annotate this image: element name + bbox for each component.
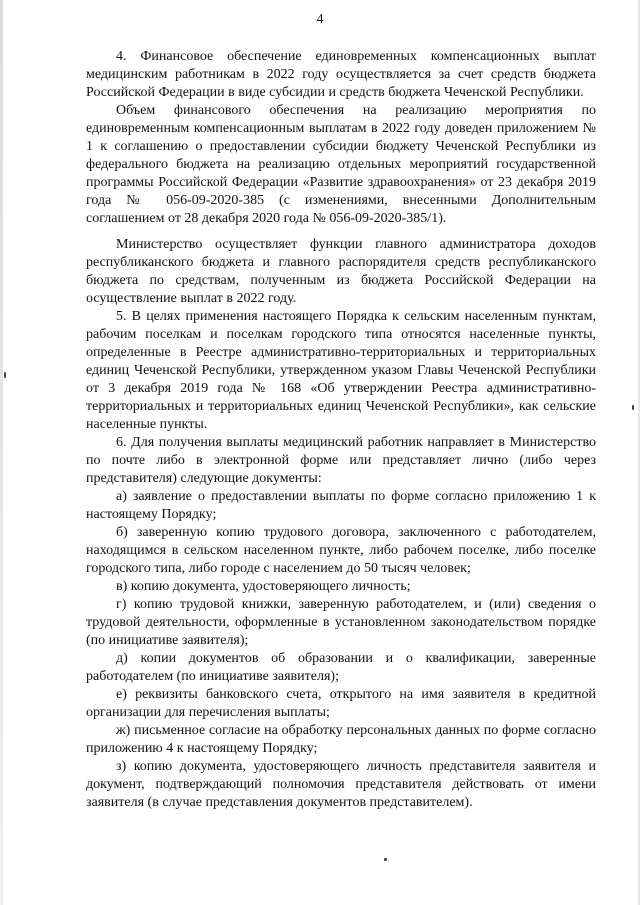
list-item-g: г) копию трудовой книжки, заверенную работодателем, и (или) сведения о трудовой деятельности, оформленные в установленном законодательством порядке (по инициативе заявителя); xyxy=(86,597,596,648)
scan-speck xyxy=(632,405,634,410)
paragraph-4-funding: 4. Финансовое обеспечение единовременных компенсационных выплат медицинским работникам в 2022 году осуществляется за счет средств бюджета Российской Федерации в виде субсидии и средств бюджета Чеченской Республики. xyxy=(86,49,596,100)
list-item-v: в) копию документа, удостоверяющего личность; xyxy=(116,579,411,594)
scan-edge-left xyxy=(0,0,3,905)
list-item-z: з) копию документа, удостоверяющего личность представителя заявителя и документ, подтверждающий полномочия представителя действовать от имени заявителя (в случае представления документов представителем). xyxy=(86,759,596,810)
list-item-zh: ж) письменное согласие на обработку персональных данных по форме согласно приложению 4 к настоящему Порядку; xyxy=(86,723,596,756)
paragraph-6-documents: 6. Для получения выплаты медицинский работник направляет в Министерство по почте либо в электронной форме или представляет лично (либо через представителя) следующие документы: xyxy=(86,435,596,486)
list-item-a: а) заявление о предоставлении выплаты по форме согласно приложению 1 к настоящему Порядку; xyxy=(86,489,596,522)
list-item-e: е) реквизиты банковского счета, открытого на имя заявителя в кредитной организации для перечисления выплаты; xyxy=(86,687,596,720)
list-item-b: б) заверенную копию трудового договора, заключенного с работодателем, находящимся в сельском населенном пункте, либо рабочем поселке, либо поселке городского типа, либо городе с населением до 50 тысяч человек; xyxy=(86,525,596,576)
list-item-d: д) копии документов об образовании и о квалификации, заверенные работодателем (по инициативе заявителя); xyxy=(86,651,596,684)
document-body xyxy=(86,40,596,812)
paragraph-funding-volume: Объем финансового обеспечения на реализацию мероприятия по единовременным компенсационным выплатам в 2022 году доведен приложением № 1 к соглашению о предоставлении субсидии бюджету Чеченской Республики из федерального бюджета на реализацию отдельных мероприятий государственной программы Российской Федерации «Развитие здравоохранения» от 23 декабря 2019 года № 056-09-2020-385 (с изменениями, внесенными Дополнительным соглашением от 28 декабря 2020 года № 056-09-2020-385/1). xyxy=(86,103,596,226)
page-number: 4 xyxy=(316,12,324,27)
paragraph-5-settlements: 5. В целях применения настоящего Порядка к сельским населенным пунктам, рабочим поселкам и поселкам городского типа относятся населенные пункты, определенные в Реестре административно-территориальных и территориальных единиц Чеченской Республики, утвержденном указом Главы Чеченской Республики от 3 декабря 2019 года № 168 «Об утверждении Реестра административно-территориальных и территориальных единиц Чеченской Республики», как сельские населенные пункты. xyxy=(86,309,596,432)
paragraph-ministry-functions: Министерство осуществляет функции главного администратора доходов республиканского бюджета и главного распорядителя средств республиканского бюджета по средствам, полученным из бюджета Российской Федерации на осуществление выплат в 2022 году. xyxy=(86,237,596,306)
scan-speck xyxy=(384,858,387,861)
scan-speck xyxy=(4,372,6,378)
